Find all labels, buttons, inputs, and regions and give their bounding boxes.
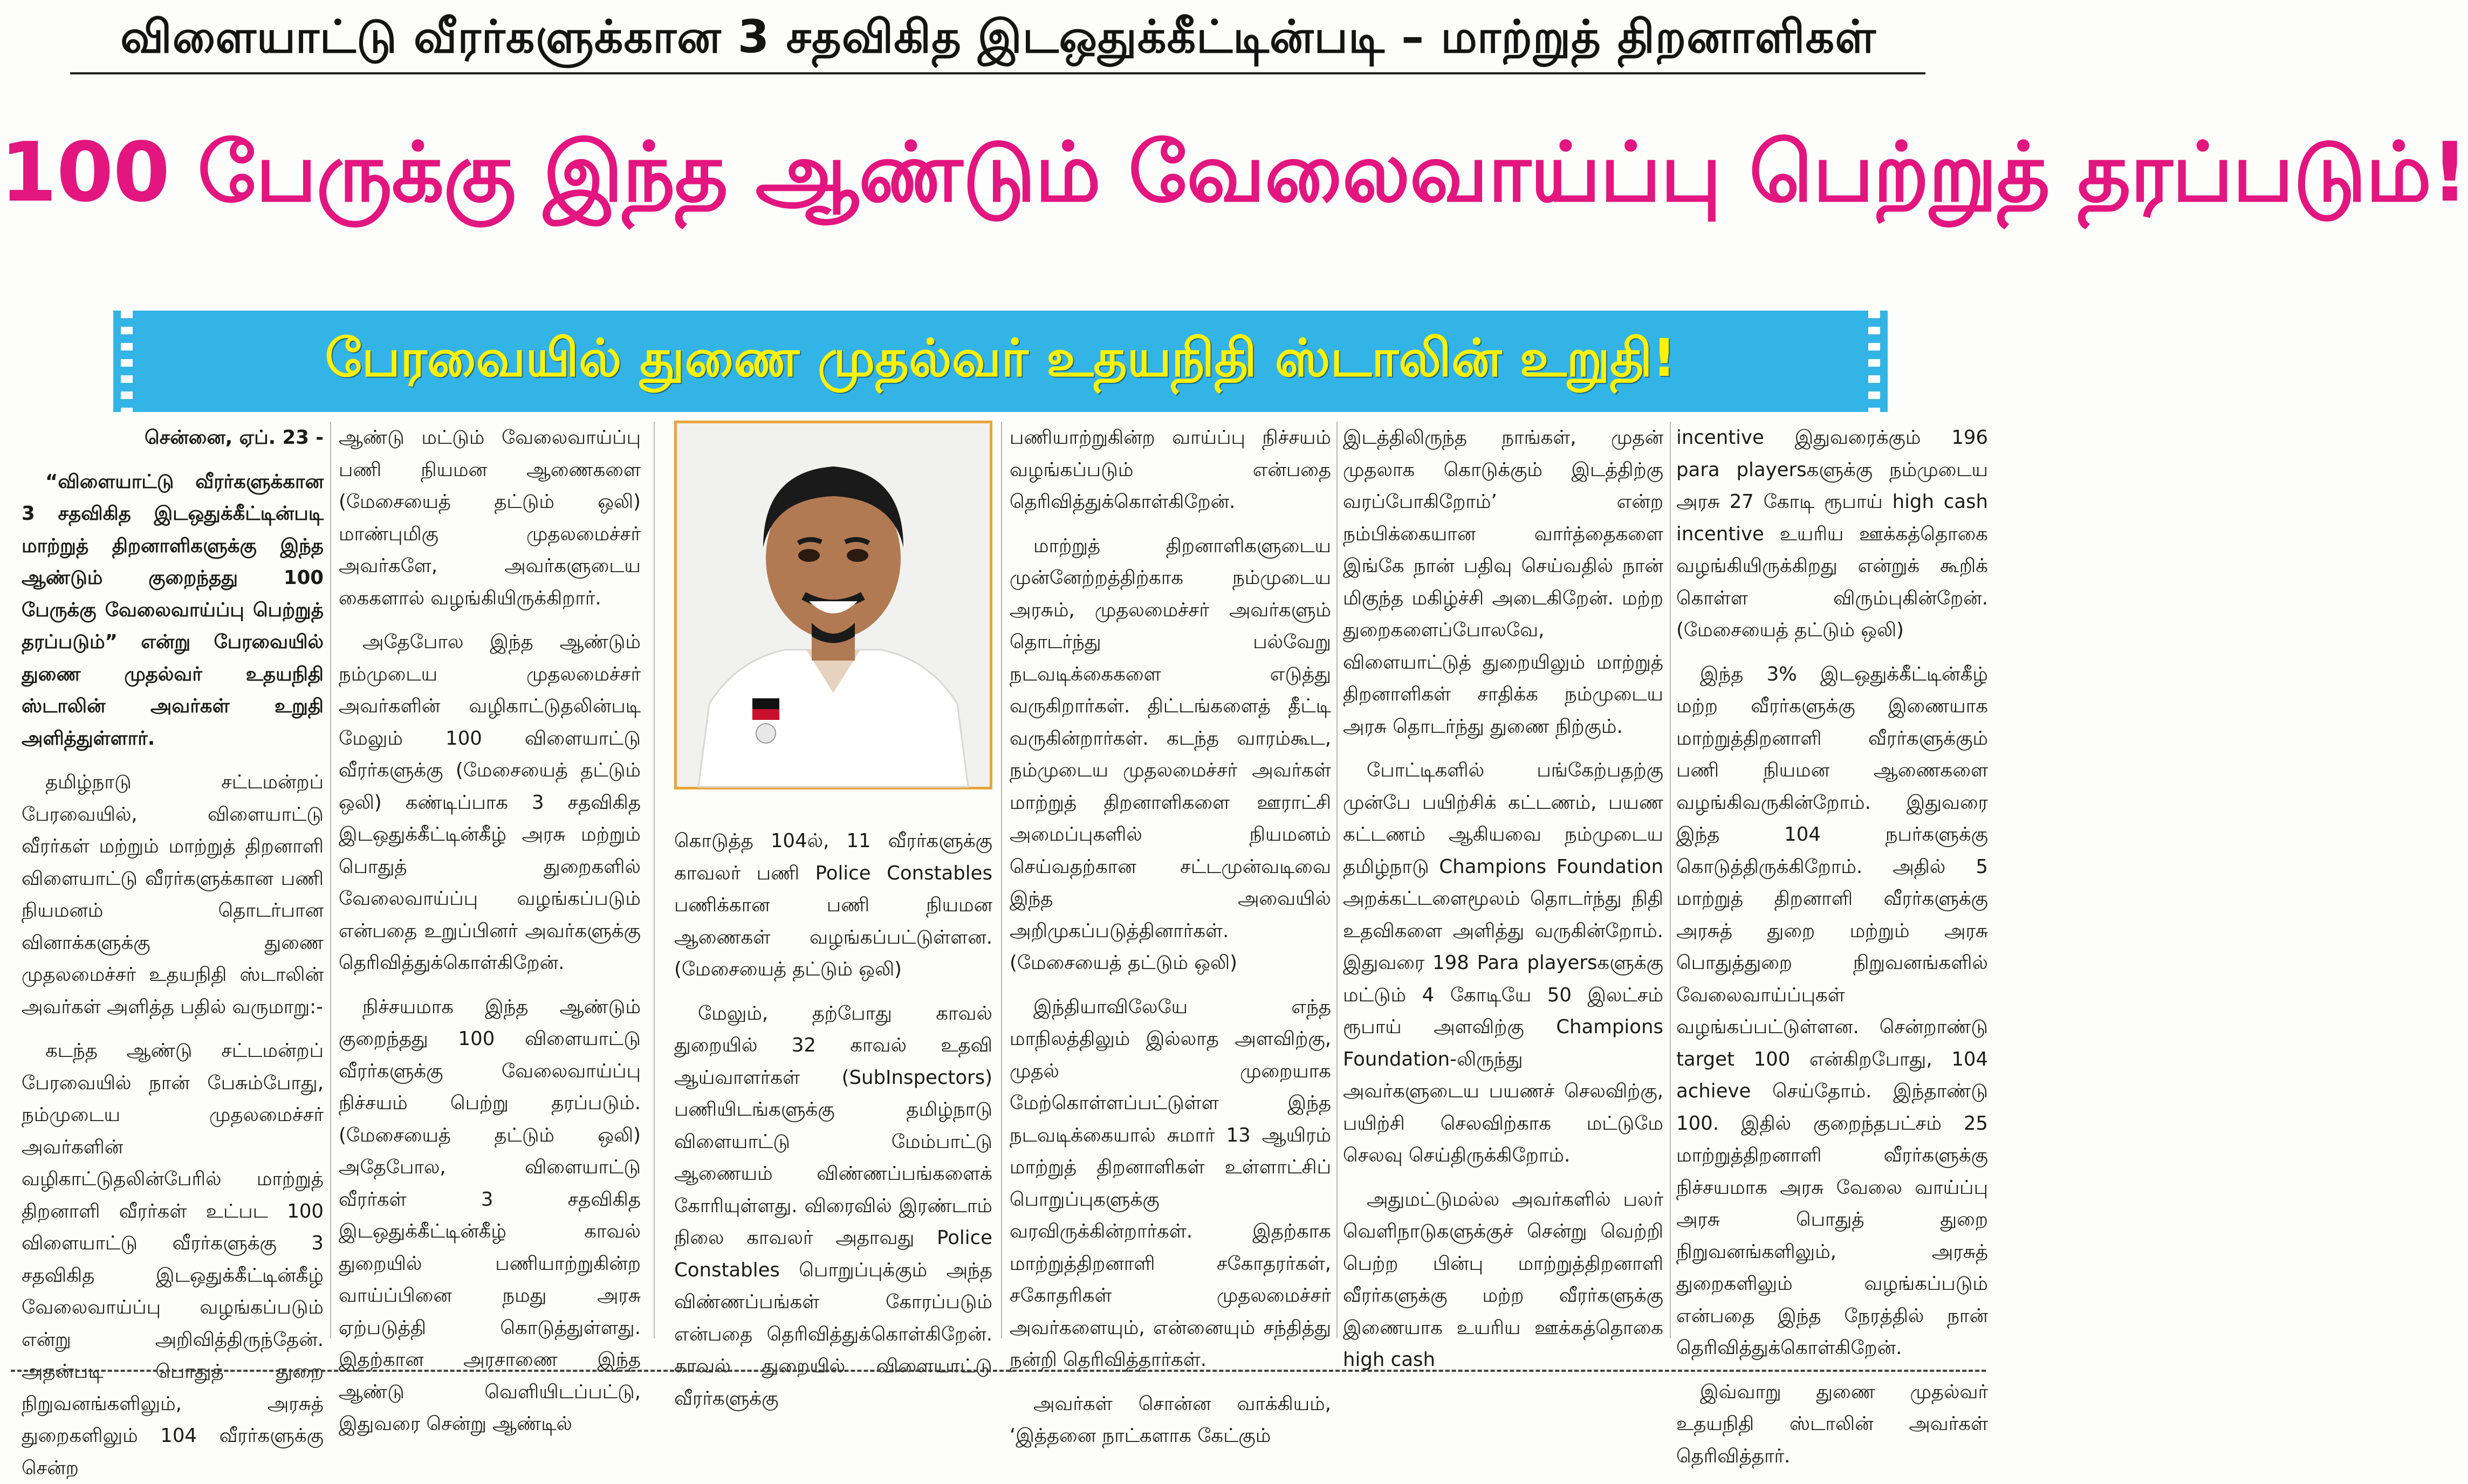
article-paragraph: கடந்த ஆண்டு சட்டமன்றப் பேரவையில் நான் பேசும்போது, நம்முடைய முதலமைச்சர் அவர்களின் வழிகாட்டுதலின்பேரில் மாற்றுத் திறனாளி வீரர்கள் உட்பட 100 விளையாட்டு வீரர்களுக்கு 3 சதவிகித இடஒதுக்கீட்டின்கீழ் வேலைவாய்ப்பு வழங்கப்படும் என்று அறிவித்திருந்தேன். அதன்படி பொதுத் துறை நிறுவனங்களிலும், அரசுத் துறைகளிலும் 104 வீரர்களுக்கு சென்ற (22, 1040, 324, 1479)
article-column-4 (1010, 422, 1331, 1447)
article-paragraph: அதேபோல இந்த ஆண்டும் நம்முடைய முதலமைச்சர் அவர்களின் வழிகாட்டுதலின்படி மேலும் 100 விளையாட்டு வீரர்களுக்கு (மேசையைத் தட்டும் ஒலி) கண்டிப்பாக 3 சதவிகித இடஒதுக்கீட்டின்கீழ் அரசு மற்றும் பொதுத் துறைகளில் வேலைவாய்ப்பு வழங்கப்படும் என்பதை உறுப்பினர் அவர்களுக்கு தெரிவித்துக்கொள்கிறேன். (339, 631, 641, 974)
article-paragraph: தமிழ்நாடு சட்டமன்றப் பேரவையில், விளையாட்டு வீரர்கள் மற்றும் மாற்றுத் திறனாளி விளையாட்டு வீரர்களுக்கான பணி நியமனம் தொடர்பான வினாக்களுக்கு துணை முதலமைச்சர் உதயநிதி ஸ்டாலின் அவர்கள் அளித்த பதில் வருமாறு:- (22, 771, 324, 1018)
kicker-headline: விளையாட்டு வீரர்களுக்கான 3 சதவிகித இடஒதுக்கீட்டின்படி – மாற்றுத் திறனாளிகள் (120, 10, 1876, 63)
article-paragraph: மேலும், தற்போது காவல் துறையில் 32 காவல் உதவி ஆய்வாளர்கள் (SubInspectors) பணியிடங்களுக்கு தமிழ்நாடு விளையாட்டு மேம்பாட்டு ஆணையம் விண்ணப்பங்களைக் கோரியுள்ளது. விரைவில் இரண்டாம் நிலை காவலர் அதாவது Police Constables பொறுப்புக்கும் அந்த விண்ணப்பங்கள் கோரப்படும் என்பதை தெரிவித்துக்கொள்கிறேன். காவல் துறையில் விளையாட்டு வீரர்களுக்கு (674, 1002, 992, 1410)
portrait-photo-icon (677, 423, 990, 787)
article-column-2 (339, 422, 641, 1435)
article-paragraph: போட்டிகளில் பங்கேற்பதற்கு முன்பே பயிற்சிக் கட்டணம், பயண கட்டணம் ஆகியவை நம்முடைய தமிழ்நாடு Champions Foundation அறக்கட்டளைமூலம் தொடர்ந்து நிதி உதவிகளை அளித்து வருகின்றோம். இதுவரை 198 Para playersகளுக்கு மட்டும் 4 கோடியே 50 இலட்சம் ரூபாய் அளவிற்கு Champions Foundation-லிருந்து அவர்களுடைய பயணச் செலவிற்கு, பயிற்சி செலவிற்காக மட்டுமே செலவு செய்திருக்கிறோம். (1343, 759, 1663, 1166)
article-paragraph: இவ்வாறு துணை முதல்வர் உதயநிதி ஸ்டாலின் அவர்கள் தெரிவித்தார். (1676, 1380, 1988, 1467)
column-divider (1001, 422, 1002, 1338)
article-paragraph: incentive இதுவரைக்கும் 196 para playersகளுக்கு நம்முடைய அரசு 27 கோடி ரூபாய் high cash incentive உயரிய ஊக்கத்தொகை வழங்கியிருக்கிறது என்றுக் கூறிக் கொள்ள விரும்புகின்றேன். (மேசையைத் தட்டும் ஒலி) (1676, 427, 1988, 641)
page-bottom-divider (11, 1370, 1986, 1372)
article-paragraph: மாற்றுத் திறனாளிகளுடைய முன்னேற்றத்திற்காக நம்முடைய அரசும், முதலமைச்சர் அவர்களும் தொடர்ந்து பல்வேறு நடவடிக்கைகளை எடுத்து வருகிறார்கள். திட்டங்களைத் தீட்டி வருகின்றார்கள். கடந்த வாரம்கூட, நம்முடைய முதலமைச்சர் அவர்கள் மாற்றுத் திறனாளிகளை ஊராட்சி அமைப்புகளில் நியமனம் செய்வதற்கான சட்டமுன்வடிவை இந்த அவையில் அறிமுகப்படுத்தினார்கள். (மேசையைத் தட்டும் ஒலி) (1010, 534, 1331, 974)
article-paragraph: இந்தியாவிலேயே எந்த மாநிலத்திலும் இல்லாத அளவிற்கு, முதல் முறையாக மேற்கொள்ளப்பட்டுள்ள இந்த நடவடிக்கையால் சுமார் 13 ஆயிரம் மாற்றுத் திறனாளிகள் உள்ளாட்சிப் பொறுப்புகளுக்கு வரவிருக்கின்றார்கள். இதற்காக மாற்றுத்திறனாளி சகோதரர்கள், சகோதரிகள் முதலமைச்சர் அவர்களையும், என்னையும் சந்தித்து நன்றி தெரிவித்தார்கள். (1010, 995, 1331, 1371)
article-paragraph: இடத்திலிருந்த நாங்கள், முதன் முதலாக கொடுக்கும் இடத்திற்கு வரப்போகிறோம்’ என்ற நம்பிக்கையான வார்த்தைகளை இங்கே நான் பதிவு செய்வதில் நான் மிகுந்த மகிழ்ச்சி அடைகிறேன். மற்ற துறைகளைப்போலவே, விளையாட்டுத் துறையிலும் மாற்றுத் திறனாளிகள் சாதிக்க நம்முடைய அரசு தொடர்ந்து துணை நிற்கும். (1343, 427, 1663, 738)
dateline: சென்னை, ஏப். 23 - (145, 427, 324, 449)
article-column-3 (674, 825, 992, 1410)
portrait-photo (674, 421, 992, 789)
column-divider (1336, 422, 1338, 1338)
article-lead: “விளையாட்டு வீரர்களுக்கான 3 சதவிகித இடஒதுக்கீட்டின்படி மாற்றுத் திறனாளிகளுக்கு இந்த ஆண்டும் குறைந்தது 100 பேருக்கு வேலைவாய்ப்பு பெற்றுத் தரப்படும்” என்று பேரவையில் துணை முதல்வர் உதயநிதி ஸ்டாலின் அவர்கள் உறுதி அளித்துள்ளார். (22, 470, 324, 750)
article-paragraph: கொடுத்த 104ல், 11 வீரர்களுக்கு காவலர் பணி Police Constables பணிக்கான பணி நியமன ஆணைகள் வழங்கப்பட்டுள்ளன. (மேசையைத் தட்டும் ஒலி) (674, 830, 992, 980)
column-divider (1670, 422, 1671, 1338)
article-paragraph: ஆண்டு மட்டும் வேலைவாய்ப்பு பணி நியமன ஆணைகளை (மேசையைத் தட்டும் ஒலி) மாண்புமிகு முதலமைச்சர் அவர்களே, அவர்களுடைய கைகளால் வழங்கியிருக்கிறார். (339, 427, 641, 609)
main-headline: 100 பேருக்கு இந்த ஆண்டும் வேலைவாய்ப்பு பெற்றுத் தரப்படும்! (0, 125, 2468, 220)
article-paragraph: பணியாற்றுகின்ற வாய்ப்பு நிச்சயம் வழங்கப்படும் என்பதை தெரிவித்துக்கொள்கிறேன். (1010, 427, 1331, 513)
banner-text: பேரவையில் துணை முதல்வர் உதயநிதி ஸ்டாலின் உறுதி! (325, 327, 1676, 388)
column-divider (330, 422, 331, 1338)
kicker-divider (70, 72, 1925, 74)
article-column-6 (1676, 422, 1988, 1467)
column-divider (654, 422, 655, 1338)
article-column-1 (22, 422, 324, 1479)
article-paragraph: நிச்சயமாக இந்த ஆண்டும் குறைந்தது 100 விளையாட்டு வீரர்களுக்கு வேலைவாய்ப்பு நிச்சயம் பெற்று தரப்படும். (மேசையைத் தட்டும் ஒலி) அதேபோல, விளையாட்டு வீரர்கள் 3 சதவிகித இடஒதுக்கீட்டின்கீழ் காவல் துறையில் பணியாற்றுகின்ற வாய்ப்பினை நமது அரசு ஏற்படுத்தி கொடுத்துள்ளது. இதற்கான அரசாணை இந்த ஆண்டு வெளியிடப்பட்டு, இதுவரை சென்று ஆண்டில் (339, 995, 641, 1435)
article-paragraph: அதுமட்டுமல்ல அவர்களில் பலர் வெளிநாடுகளுக்குச் சென்று வெற்றி பெற்ற பின்பு மாற்றுத்திறனாளி வீரர்களுக்கு மற்ற வீரர்களுக்கு இணையாக உயரிய ஊக்கத்தொகை high cash (1343, 1188, 1663, 1371)
article-column-5 (1343, 422, 1663, 1371)
article-paragraph: இந்த 3% இடஒதுக்கீட்டின்கீழ் மற்ற வீரர்களுக்கு இணையாக மாற்றுத்திறனாளி வீரர்களுக்கும் பணி நியமன ஆணைகளை வழங்கிவருகின்றோம். இதுவரை இந்த 104 நபர்களுக்கு கொடுத்திருக்கிறோம். அதில் 5 மாற்றுத் திறனாளி வீரர்களுக்கு அரசுத் துறை மற்றும் அரசு பொதுத்துறை நிறுவனங்களில் வேலைவாய்ப்புகள் வழங்கப்பட்டுள்ளன. சென்றாண்டு target 100 என்கிறபோது, 104 achieve செய்தோம். இந்தாண்டு 100. இதில் குறைந்தபட்சம் 25 மாற்றுத்திறனாளி வீரர்களுக்கு நிச்சயமாக அரசு வேலை வாய்ப்பு அரசு பொதுத் துறை நிறுவனங்களிலும், அரசுத் துறைகளிலும் வழங்கப்படும் என்பதை இந்த நேரத்தில் நான் தெரிவித்துக்கொள்கிறேன். (1676, 663, 1988, 1359)
article-paragraph: அவர்கள் சொன்ன வாக்கியம், ‘இத்தனை நாட்களாக கேட்கும் (1010, 1392, 1331, 1447)
subheadline-banner (113, 311, 1888, 412)
